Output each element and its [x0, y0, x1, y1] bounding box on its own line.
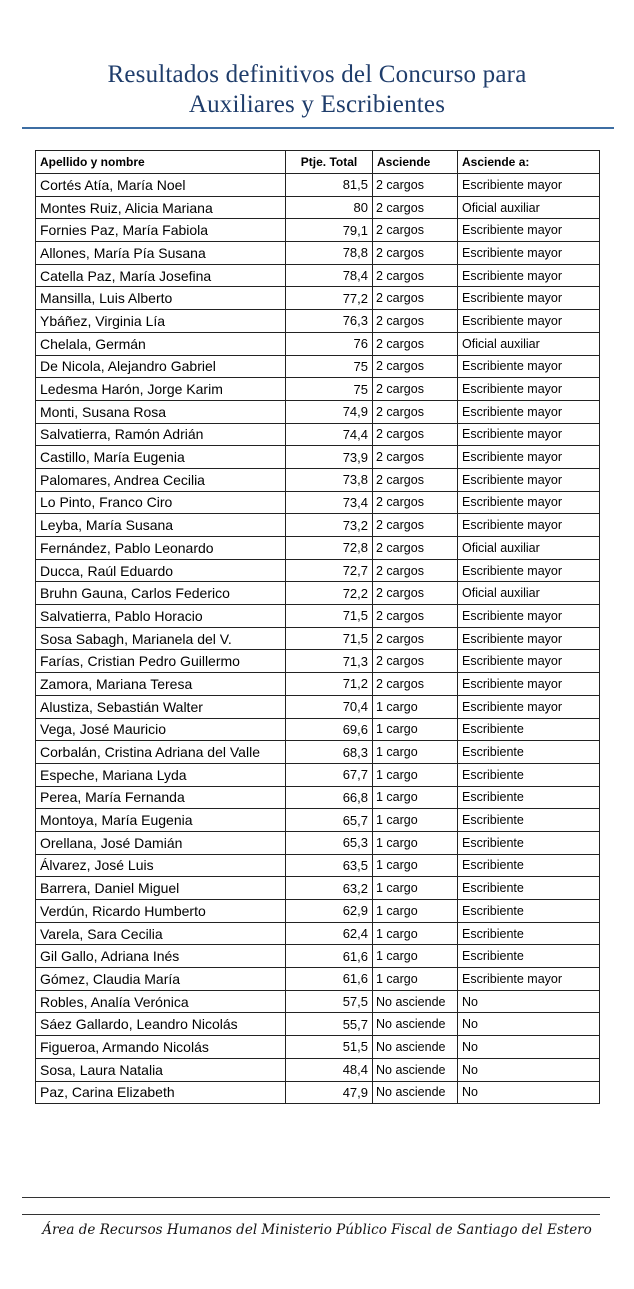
- cell-score: 76: [286, 332, 373, 355]
- cell-asciende-a: Escribiente mayor: [458, 627, 600, 650]
- cell-asciende-a: Oficial auxiliar: [458, 537, 600, 560]
- table-row: [36, 900, 600, 923]
- cell-score: 76,3: [286, 310, 373, 333]
- table-row: [36, 1081, 600, 1104]
- cell-asciende-a: Escribiente mayor: [458, 605, 600, 628]
- cell-name: Allones, María Pía Susana: [36, 242, 286, 265]
- cell-asciende-a: Escribiente mayor: [458, 400, 600, 423]
- cell-score: 61,6: [286, 945, 373, 968]
- table-row: [36, 310, 600, 333]
- cell-score: 72,2: [286, 582, 373, 605]
- cell-asciende-a: Escribiente: [458, 786, 600, 809]
- cell-score: 78,8: [286, 242, 373, 265]
- cell-asciende: 2 cargos: [373, 242, 458, 265]
- cell-score: 67,7: [286, 763, 373, 786]
- cell-asciende: 2 cargos: [373, 537, 458, 560]
- cell-asciende-a: Oficial auxiliar: [458, 332, 600, 355]
- table-row: [36, 196, 600, 219]
- cell-name: Salvatierra, Ramón Adrián: [36, 423, 286, 446]
- cell-name: Zamora, Mariana Teresa: [36, 673, 286, 696]
- table-row: [36, 809, 600, 832]
- table-row: [36, 605, 600, 628]
- cell-score: 63,5: [286, 854, 373, 877]
- cell-asciende: 1 cargo: [373, 718, 458, 741]
- header-name: Apellido y nombre: [36, 151, 286, 174]
- cell-name: Sosa Sabagh, Marianela del V.: [36, 627, 286, 650]
- cell-asciende: 1 cargo: [373, 809, 458, 832]
- cell-asciende: 1 cargo: [373, 741, 458, 764]
- cell-asciende-a: No: [458, 1081, 600, 1104]
- cell-score: 55,7: [286, 1013, 373, 1036]
- table-row: [36, 582, 600, 605]
- cell-asciende-a: Escribiente: [458, 900, 600, 923]
- cell-name: Ducca, Raúl Eduardo: [36, 559, 286, 582]
- cell-score: 73,9: [286, 446, 373, 469]
- results-table: [35, 150, 600, 1104]
- cell-asciende-a: Escribiente: [458, 809, 600, 832]
- cell-name: Alustiza, Sebastián Walter: [36, 695, 286, 718]
- cell-asciende: 2 cargos: [373, 468, 458, 491]
- cell-asciende: 2 cargos: [373, 559, 458, 582]
- cell-score: 71,3: [286, 650, 373, 673]
- cell-name: Sáez Gallardo, Leandro Nicolás: [36, 1013, 286, 1036]
- cell-score: 71,5: [286, 627, 373, 650]
- cell-asciende-a: Escribiente: [458, 854, 600, 877]
- cell-name: Leyba, María Susana: [36, 514, 286, 537]
- table-row: [36, 287, 600, 310]
- table-row: [36, 400, 600, 423]
- table-row: [36, 491, 600, 514]
- cell-asciende: 1 cargo: [373, 945, 458, 968]
- cell-asciende-a: No: [458, 1036, 600, 1059]
- cell-asciende: 1 cargo: [373, 786, 458, 809]
- cell-asciende: 2 cargos: [373, 174, 458, 197]
- cell-name: Fornies Paz, María Fabiola: [36, 219, 286, 242]
- cell-score: 63,2: [286, 877, 373, 900]
- table-row: [36, 673, 600, 696]
- cell-name: Sosa, Laura Natalia: [36, 1058, 286, 1081]
- table-row: [36, 468, 600, 491]
- cell-score: 77,2: [286, 287, 373, 310]
- cell-name: Monti, Susana Rosa: [36, 400, 286, 423]
- table-row: [36, 264, 600, 287]
- cell-name: Perea, María Fernanda: [36, 786, 286, 809]
- table-row: [36, 968, 600, 991]
- cell-asciende: 1 cargo: [373, 695, 458, 718]
- header-asciende: Asciende: [373, 151, 458, 174]
- cell-name: Palomares, Andrea Cecilia: [36, 468, 286, 491]
- cell-name: Mansilla, Luis Alberto: [36, 287, 286, 310]
- cell-name: Castillo, María Eugenia: [36, 446, 286, 469]
- table-row: [36, 945, 600, 968]
- cell-asciende: 2 cargos: [373, 332, 458, 355]
- cell-asciende-a: Escribiente mayor: [458, 650, 600, 673]
- cell-asciende: 2 cargos: [373, 219, 458, 242]
- cell-asciende: No asciende: [373, 1036, 458, 1059]
- cell-asciende-a: Escribiente: [458, 922, 600, 945]
- cell-score: 73,4: [286, 491, 373, 514]
- cell-asciende-a: Oficial auxiliar: [458, 582, 600, 605]
- cell-asciende: 2 cargos: [373, 673, 458, 696]
- cell-asciende-a: Escribiente: [458, 718, 600, 741]
- cell-score: 74,9: [286, 400, 373, 423]
- cell-name: Farías, Cristian Pedro Guillermo: [36, 650, 286, 673]
- cell-asciende: 2 cargos: [373, 264, 458, 287]
- table-row: [36, 831, 600, 854]
- cell-name: Álvarez, José Luis: [36, 854, 286, 877]
- cell-asciende: No asciende: [373, 1081, 458, 1104]
- document-title: [0, 60, 634, 120]
- cell-asciende-a: Escribiente: [458, 763, 600, 786]
- cell-asciende-a: Escribiente: [458, 831, 600, 854]
- cell-score: 72,7: [286, 559, 373, 582]
- cell-asciende-a: Escribiente mayor: [458, 491, 600, 514]
- table-row: [36, 1058, 600, 1081]
- header-score: Ptje. Total: [286, 151, 373, 174]
- cell-name: Gil Gallo, Adriana Inés: [36, 945, 286, 968]
- cell-asciende: 2 cargos: [373, 582, 458, 605]
- cell-asciende-a: Escribiente mayor: [458, 287, 600, 310]
- cell-score: 72,8: [286, 537, 373, 560]
- cell-asciende: 2 cargos: [373, 423, 458, 446]
- cell-asciende: 2 cargos: [373, 400, 458, 423]
- cell-score: 80: [286, 196, 373, 219]
- cell-asciende: No asciende: [373, 1013, 458, 1036]
- cell-asciende-a: Escribiente mayor: [458, 559, 600, 582]
- cell-score: 71,5: [286, 605, 373, 628]
- cell-score: 48,4: [286, 1058, 373, 1081]
- footer-divider-2: [22, 1214, 600, 1215]
- cell-asciende-a: Escribiente mayor: [458, 219, 600, 242]
- cell-name: Vega, José Mauricio: [36, 718, 286, 741]
- title-divider: [22, 127, 614, 129]
- cell-asciende-a: Escribiente mayor: [458, 174, 600, 197]
- cell-asciende: 1 cargo: [373, 968, 458, 991]
- table-row: [36, 718, 600, 741]
- cell-name: Ledesma Harón, Jorge Karim: [36, 378, 286, 401]
- cell-asciende-a: Escribiente mayor: [458, 242, 600, 265]
- cell-asciende-a: Escribiente mayor: [458, 355, 600, 378]
- table-row: [36, 650, 600, 673]
- cell-asciende-a: Escribiente mayor: [458, 310, 600, 333]
- cell-score: 73,8: [286, 468, 373, 491]
- cell-score: 70,4: [286, 695, 373, 718]
- cell-asciende: 2 cargos: [373, 446, 458, 469]
- cell-name: Chelala, Germán: [36, 332, 286, 355]
- table-row: [36, 242, 600, 265]
- cell-asciende: 2 cargos: [373, 287, 458, 310]
- table-row: [36, 332, 600, 355]
- cell-asciende: No asciende: [373, 990, 458, 1013]
- cell-score: 71,2: [286, 673, 373, 696]
- table-row: [36, 854, 600, 877]
- cell-asciende: 2 cargos: [373, 650, 458, 673]
- header-asciende-a: Asciende a:: [458, 151, 600, 174]
- cell-score: 79,1: [286, 219, 373, 242]
- table-row: [36, 1013, 600, 1036]
- cell-name: Catella Paz, María Josefina: [36, 264, 286, 287]
- cell-asciende-a: Escribiente mayor: [458, 423, 600, 446]
- cell-asciende: No asciende: [373, 1058, 458, 1081]
- cell-asciende: 2 cargos: [373, 605, 458, 628]
- cell-asciende-a: Escribiente: [458, 877, 600, 900]
- cell-name: Verdún, Ricardo Humberto: [36, 900, 286, 923]
- cell-score: 75: [286, 378, 373, 401]
- cell-name: Lo Pinto, Franco Ciro: [36, 491, 286, 514]
- cell-asciende-a: Escribiente mayor: [458, 514, 600, 537]
- cell-score: 66,8: [286, 786, 373, 809]
- title-line-2: Auxiliares y Escribientes: [188, 91, 446, 118]
- cell-name: Orellana, José Damián: [36, 831, 286, 854]
- title-line-1: Resultados definitivos del Concurso para: [107, 61, 527, 88]
- cell-asciende: 1 cargo: [373, 922, 458, 945]
- cell-asciende-a: Escribiente mayor: [458, 264, 600, 287]
- cell-name: Fernández, Pablo Leonardo: [36, 537, 286, 560]
- cell-score: 51,5: [286, 1036, 373, 1059]
- cell-score: 47,9: [286, 1081, 373, 1104]
- cell-asciende-a: Escribiente: [458, 741, 600, 764]
- cell-asciende: 2 cargos: [373, 378, 458, 401]
- table-row: [36, 786, 600, 809]
- table-header-row: [36, 151, 600, 174]
- cell-name: Robles, Analía Verónica: [36, 990, 286, 1013]
- cell-name: Montes Ruiz, Alicia Mariana: [36, 196, 286, 219]
- cell-score: 69,6: [286, 718, 373, 741]
- cell-asciende: 1 cargo: [373, 900, 458, 923]
- table-row: [36, 446, 600, 469]
- cell-name: Montoya, María Eugenia: [36, 809, 286, 832]
- table-row: [36, 922, 600, 945]
- table-row: [36, 423, 600, 446]
- table-row: [36, 537, 600, 560]
- table-row: [36, 627, 600, 650]
- table-row: [36, 1036, 600, 1059]
- cell-score: 62,9: [286, 900, 373, 923]
- cell-score: 81,5: [286, 174, 373, 197]
- cell-asciende: 2 cargos: [373, 196, 458, 219]
- cell-asciende: 1 cargo: [373, 831, 458, 854]
- cell-asciende-a: No: [458, 990, 600, 1013]
- table-row: [36, 219, 600, 242]
- table-row: [36, 763, 600, 786]
- cell-asciende: 1 cargo: [373, 854, 458, 877]
- cell-asciende-a: Escribiente: [458, 945, 600, 968]
- table-row: [36, 695, 600, 718]
- cell-score: 78,4: [286, 264, 373, 287]
- table-row: [36, 514, 600, 537]
- cell-asciende-a: No: [458, 1058, 600, 1081]
- cell-score: 73,2: [286, 514, 373, 537]
- cell-name: Corbalán, Cristina Adriana del Valle: [36, 741, 286, 764]
- cell-name: Bruhn Gauna, Carlos Federico: [36, 582, 286, 605]
- footer-text: Área de Recursos Humanos del Ministerio Público Fiscal de Santiago del Estero: [42, 1222, 592, 1238]
- footer-divider-1: [22, 1197, 610, 1198]
- cell-score: 74,4: [286, 423, 373, 446]
- cell-asciende-a: Escribiente mayor: [458, 673, 600, 696]
- cell-score: 75: [286, 355, 373, 378]
- cell-score: 65,7: [286, 809, 373, 832]
- cell-name: Ybáñez, Virginia Lía: [36, 310, 286, 333]
- cell-score: 68,3: [286, 741, 373, 764]
- cell-asciende-a: Escribiente mayor: [458, 968, 600, 991]
- cell-score: 65,3: [286, 831, 373, 854]
- table-row: [36, 741, 600, 764]
- table-row: [36, 355, 600, 378]
- cell-asciende-a: No: [458, 1013, 600, 1036]
- cell-name: Cortés Atía, María Noel: [36, 174, 286, 197]
- cell-score: 57,5: [286, 990, 373, 1013]
- cell-name: Gómez, Claudia María: [36, 968, 286, 991]
- table-row: [36, 559, 600, 582]
- cell-name: Salvatierra, Pablo Horacio: [36, 605, 286, 628]
- cell-asciende-a: Escribiente mayor: [458, 378, 600, 401]
- cell-asciende: 2 cargos: [373, 355, 458, 378]
- cell-name: Figueroa, Armando Nicolás: [36, 1036, 286, 1059]
- table-row: [36, 877, 600, 900]
- cell-score: 62,4: [286, 922, 373, 945]
- results-table-body: [36, 174, 600, 1104]
- cell-asciende: 2 cargos: [373, 627, 458, 650]
- cell-name: Espeche, Mariana Lyda: [36, 763, 286, 786]
- cell-name: De Nicola, Alejandro Gabriel: [36, 355, 286, 378]
- cell-name: Barrera, Daniel Miguel: [36, 877, 286, 900]
- cell-asciende-a: Escribiente mayor: [458, 446, 600, 469]
- cell-asciende: 2 cargos: [373, 514, 458, 537]
- table-row: [36, 174, 600, 197]
- cell-asciende-a: Escribiente mayor: [458, 468, 600, 491]
- table-row: [36, 990, 600, 1013]
- cell-name: Paz, Carina Elizabeth: [36, 1081, 286, 1104]
- cell-asciende: 1 cargo: [373, 877, 458, 900]
- cell-asciende: 2 cargos: [373, 310, 458, 333]
- cell-score: 61,6: [286, 968, 373, 991]
- cell-name: Varela, Sara Cecilia: [36, 922, 286, 945]
- cell-asciende: 2 cargos: [373, 491, 458, 514]
- cell-asciende-a: Escribiente mayor: [458, 695, 600, 718]
- cell-asciende: 1 cargo: [373, 763, 458, 786]
- cell-asciende-a: Oficial auxiliar: [458, 196, 600, 219]
- table-row: [36, 378, 600, 401]
